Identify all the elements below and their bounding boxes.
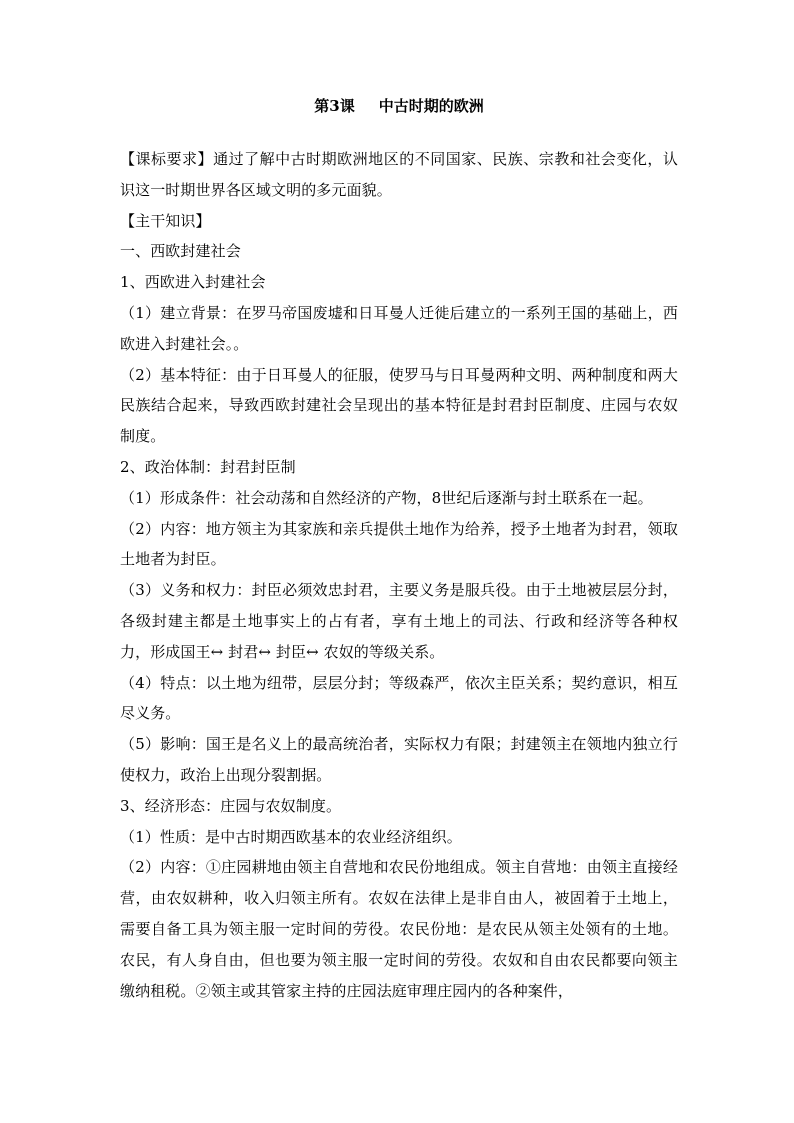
item-content: （2）内容：地方领主为其家族和亲兵提供土地作为给养，授予土地者为封君，领取土地者为封臣。 — [120, 519, 678, 569]
item-manor-content: （2）内容：①庄园耕地由领主自营地和农民份地组成。领主自营地：由领主直接经营，由农奴耕种，收入归领主所有。农奴在法律上是非自由人，被固着于土地上，需要自备工具为领主服一定时间的劳役。农民份地：是农民从领主处领有的土地。农民，有人身自由，但也要为领主服一定时间的劳役。农奴和自由农民都要向领主缴纳租税。②领主或其管家主持的庄园法庭审理庄园内的各种案件， — [120, 858, 678, 1000]
subheading-political-system: 2、政治体制：封君封臣制 — [120, 457, 296, 476]
item-obligations-and-powers: （3）义务和权力：封臣必须效忠封君，主要义务是服兵役。由于土地被层层分封，各级封建主都是土地事实上的占有者，享有土地上的司法、行政和经济等各种权力，形成国王↔ 封君↔ 封臣↔ 农奴的等级关系。 — [120, 581, 678, 661]
lesson-name: 中古时期的欧洲 — [378, 97, 484, 115]
subheading-economic-form: 3、经济形态：庄园与农奴制度。 — [120, 796, 342, 815]
item-impact: （5）影响：国王是名义上的最高统治者，实际权力有限；封建领主在领地内独立行使权力，政治上出现分裂割据。 — [120, 735, 678, 784]
item-background: （1）建立背景：在罗马帝国废墟和日耳曼人迁徙后建立的一系列王国的基础上，西欧进入封建社会。。 — [120, 303, 678, 353]
item-characteristics: （4）特点：以土地为纽带，层层分封；等级森严，依次主臣关系；契约意识，相互尽义务。 — [120, 673, 678, 723]
lesson-number: 第3课 — [314, 97, 355, 115]
heading-western-europe-feudal-society: 一、西欧封建社会 — [120, 242, 241, 261]
item-basic-features: （2）基本特征：由于日耳曼人的征服，使罗马与日耳曼两种文明、两种制度和两大民族结合起来，导致西欧封建社会呈现出的基本特征是封君封臣制度、庄园与农奴制度。 — [120, 365, 678, 446]
subheading-entering-feudal-society: 1、西欧进入封建社会 — [120, 273, 266, 292]
section-label-core-knowledge: 【主干知识】 — [120, 211, 211, 230]
item-formation-conditions: （1）形成条件：社会动荡和自然经济的产物，8世纪后逐渐与封土联系在一起。 — [120, 488, 653, 507]
curriculum-requirement: 【课标要求】通过了解中古时期欧洲地区的不同国家、民族、宗教和社会变化，认识这一时期世界各区域文明的多元面貌。 — [120, 150, 678, 199]
page-title — [120, 94, 678, 118]
item-nature: （1）性质：是中古时期西欧基本的农业经济组织。 — [120, 827, 462, 846]
